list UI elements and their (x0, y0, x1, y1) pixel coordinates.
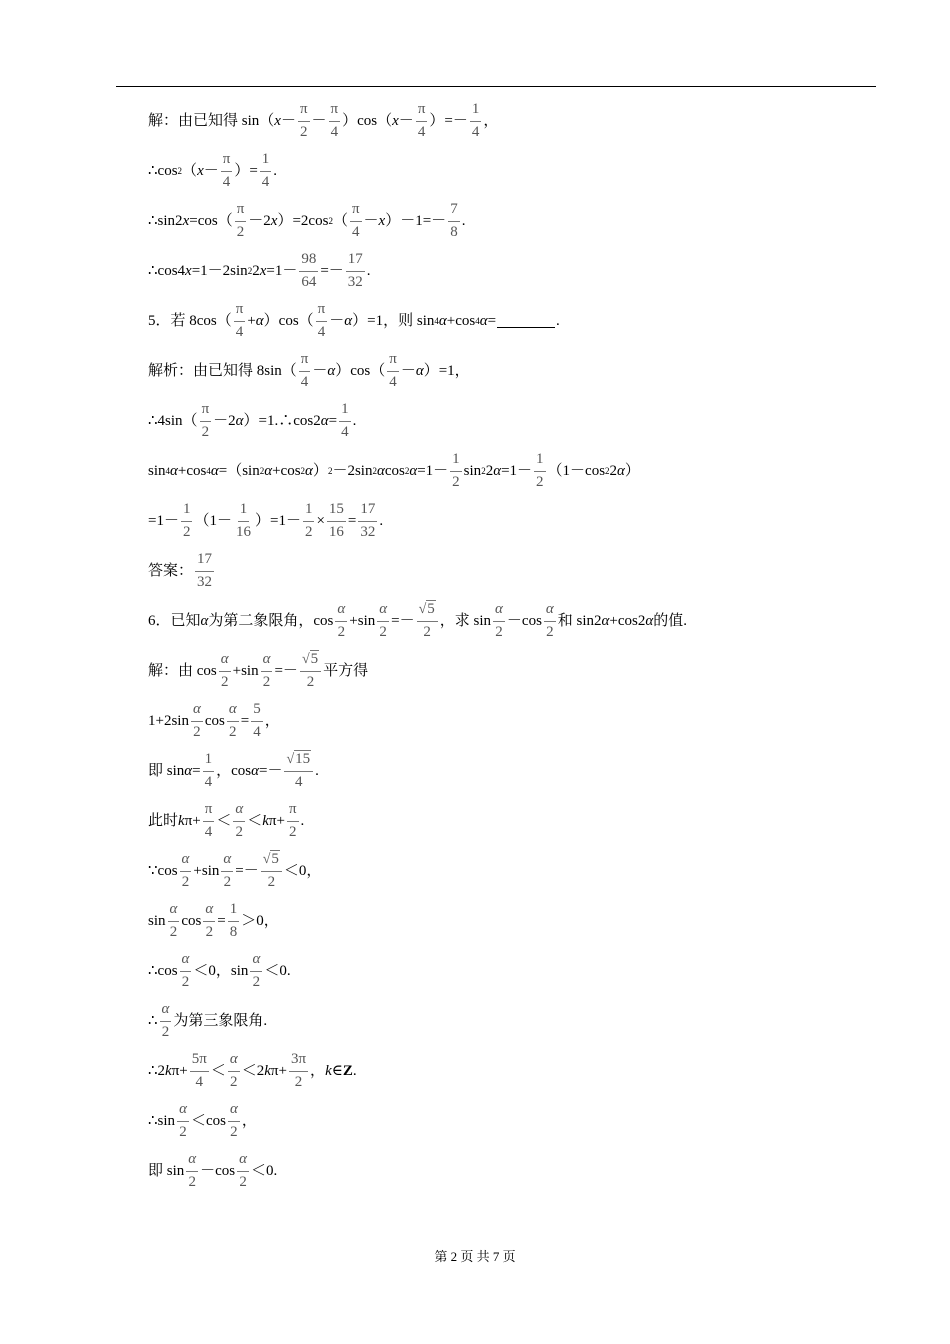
fraction: 17 32 (347, 251, 363, 290)
fraction: α 2 (379, 601, 388, 640)
fraction: α 2 (205, 901, 214, 940)
fraction: α 2 (161, 1001, 170, 1040)
fraction: α 2 (223, 851, 232, 890)
fraction: 7 8 (450, 201, 458, 240)
fraction: 15 16 (328, 501, 344, 540)
fraction: α 2 (337, 601, 346, 640)
fraction: α 2 (239, 1151, 248, 1190)
text-line-6: 解析：由已知得 8sin（ π 4 － α ）cos（ π 4 － α ）=1， (148, 351, 470, 390)
fraction: 1 4 (261, 151, 270, 190)
fraction: α 2 (181, 851, 190, 890)
fraction: π 4 (330, 101, 339, 140)
text-line-5: 5．若 8cos（ π 4 + α ）cos（ π 4 － α ）=1，则 sin 4 α +cos 4 α = . (148, 301, 560, 340)
text-line-17: sin α 2 cos α 2 = 1 8 ＞0， (148, 901, 279, 940)
fraction: α 2 (228, 701, 237, 740)
fraction: √15 4 (284, 751, 313, 791)
fraction: 98 64 (301, 251, 317, 290)
page-footer: 第 2 页 共 7 页 (434, 1249, 516, 1264)
fraction: α 2 (188, 1151, 197, 1190)
text-line-11: 6．已知 α 为第二象限角，cos α 2 +sin α 2 =－ √5 2 ，求 sin α 2 －cos α 2 和 sin2 α +cos2 α 的值. (148, 601, 688, 640)
fraction: 17 32 (197, 551, 213, 590)
text-line-9: =1－ 1 2 （1－ 1 16 ）=1－ 1 2 × 15 16 = 17 32 . (148, 501, 384, 540)
fraction: π 4 (317, 301, 326, 340)
fraction: α 2 (179, 1101, 187, 1140)
fraction: 5 4 (253, 701, 261, 740)
text-line-18: ∴cos α 2 ＜0，sin α 2 ＜0. (148, 951, 291, 990)
fraction: π 4 (204, 801, 213, 840)
fraction: 1 2 (304, 501, 313, 540)
text-line-4: ∴cos4 x =1－2sin 2 2 x =1－ 98 64 =－ 17 32 . (148, 251, 371, 290)
fraction: 1 4 (204, 751, 213, 790)
fraction: α 2 (545, 601, 554, 640)
fraction: π 4 (222, 151, 231, 190)
fraction: α 2 (220, 651, 229, 690)
text-line-21: ∴sin α 2 ＜cos α 2 ， (148, 1101, 257, 1140)
text-line-1: 解：由已知得 sin（ x － π 2 － π 4 ）cos（ x － π 4 ）=－ 1 4 ， (148, 101, 499, 140)
text-line-19: ∴ α 2 为第三象限角. (148, 1001, 268, 1040)
fraction: α 2 (192, 701, 201, 740)
fraction: π 2 (288, 801, 297, 840)
fraction: √5 2 (417, 601, 438, 641)
fraction: π 4 (300, 351, 309, 390)
text-line-7: ∴4sin（ π 2 －2 α ）=1.∴cos2 α = 1 4 . (148, 401, 357, 440)
fraction: α 2 (169, 901, 178, 940)
text-line-12: 解：由 cos α 2 +sin α 2 =－ √5 2 平方得 (148, 651, 369, 690)
fraction: π 4 (417, 101, 426, 140)
fraction: √5 2 (300, 651, 321, 691)
fraction: π 4 (389, 351, 397, 390)
header-rule (116, 86, 876, 87)
fraction: α 2 (229, 1101, 238, 1140)
text-line-13: 1+2sin α 2 cos α 2 = 5 4 ， (148, 701, 280, 740)
fraction: √5 2 (261, 851, 282, 891)
fraction: 1 4 (341, 401, 349, 440)
fraction: π 2 (201, 401, 210, 440)
text-line-8: sin 4 α +cos 4 α =（sin 2 α +cos 2 α ） 2 －2sin 2 α cos 2 α =1－ 1 2 sin 2 2 α =1－ 1 2 （1－cos 2 2 α ） (148, 451, 640, 490)
fraction: 1 8 (229, 901, 238, 940)
fraction: 1 16 (235, 501, 251, 540)
fraction: 5π 4 (191, 1051, 207, 1090)
fraction: α 2 (495, 601, 503, 640)
fraction: π 4 (235, 301, 244, 340)
text-line-2: ∴cos 2 （ x － π 4 ）= 1 4 . (148, 151, 278, 190)
answer-blank[interactable] (497, 315, 555, 328)
fraction: π 2 (299, 101, 308, 140)
fraction: 1 4 (471, 101, 480, 140)
fraction: 1 2 (182, 501, 191, 540)
text-line-22: 即 sin α 2 －cos α 2 ＜0. (148, 1151, 278, 1190)
fraction: 3π 2 (290, 1051, 307, 1090)
fraction: π 4 (351, 201, 360, 240)
text-line-16: ∵cos α 2 +sin α 2 =－ √5 2 ＜0， (148, 851, 322, 890)
fraction: π 2 (236, 201, 245, 240)
fraction: α 2 (252, 951, 261, 990)
text-line-15: 此时 k π+ π 4 ＜ α 2 ＜ k π+ π 2 . (148, 801, 305, 840)
fraction: 1 2 (452, 451, 460, 490)
fraction: α 2 (181, 951, 190, 990)
text-line-3: ∴sin2 x =cos（ π 2 －2 x ）=2cos 2 （ π 4 － x ）－1=－ 7 8 . (148, 201, 466, 240)
fraction: α 2 (229, 1051, 238, 1090)
fraction: α 2 (262, 651, 271, 690)
text-line-14: 即 sin α = 1 4 ，cos α =－ √15 4 . (148, 751, 319, 790)
fraction: 17 32 (360, 501, 376, 540)
text-line-10: 答案： 17 32 (148, 551, 213, 590)
fraction: α 2 (235, 801, 244, 840)
fraction: 1 2 (536, 451, 544, 490)
text-line-20: ∴2 k π+ 5π 4 ＜ α 2 ＜2 k π+ 3π 2 ， k ∈ Z . (148, 1051, 357, 1090)
